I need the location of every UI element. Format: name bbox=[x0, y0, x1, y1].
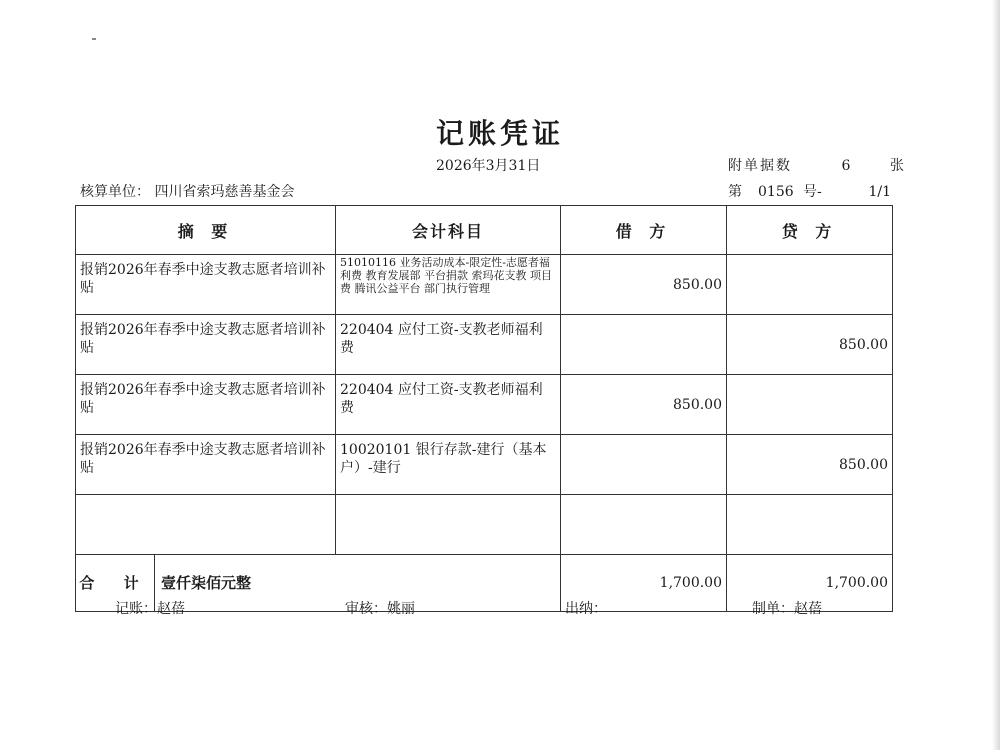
header-credit: 贷 方 bbox=[727, 206, 893, 255]
total-amount-words: 壹仟柒佰元整 bbox=[161, 574, 252, 592]
voucher-table bbox=[75, 205, 893, 612]
voucher-number: 0156 bbox=[758, 184, 794, 200]
table-row bbox=[76, 435, 893, 495]
preparer-label: 制单： bbox=[752, 601, 794, 617]
row-summary bbox=[76, 495, 336, 555]
total-label: 合 计 bbox=[76, 555, 155, 611]
row-credit bbox=[727, 375, 893, 435]
preparer-signature bbox=[752, 598, 822, 618]
total-credit: 1,700.00 bbox=[727, 555, 893, 612]
accounting-unit-name: 四川省索玛慈善基金会 bbox=[154, 184, 295, 200]
attachments-info bbox=[728, 155, 904, 175]
row-account: 51010116 业务活动成本-限定性-志愿者福利费 教育发展部 平台捐款 索玛花支教 项目费 腾讯公益平台 部门执行管理 bbox=[336, 255, 561, 315]
row-debit bbox=[561, 315, 727, 375]
row-summary: 报销2026年春季中途支教志愿者培训补贴 bbox=[76, 315, 336, 375]
row-debit bbox=[561, 435, 727, 495]
bookkeeper-label: 记账： bbox=[115, 601, 157, 617]
total-debit: 1,700.00 bbox=[561, 555, 727, 612]
cashier-label: 出纳： bbox=[565, 601, 607, 617]
row-account: 220404 应付工资-支教老师福利费 bbox=[336, 375, 561, 435]
voucher-title: 记账凭证 bbox=[435, 117, 564, 150]
header-account: 会计科目 bbox=[336, 206, 561, 255]
row-summary: 报销2026年春季中途支教志愿者培训补贴 bbox=[76, 255, 336, 315]
auditor-signature bbox=[345, 598, 415, 618]
preparer-name: 赵蓓 bbox=[794, 601, 822, 617]
bookkeeper-signature bbox=[115, 598, 185, 618]
header-debit: 借 方 bbox=[561, 206, 727, 255]
row-credit bbox=[727, 255, 893, 315]
cashier-signature bbox=[565, 598, 607, 618]
row-credit bbox=[727, 495, 893, 555]
row-debit bbox=[561, 495, 727, 555]
table-row bbox=[76, 375, 893, 435]
row-summary: 报销2026年春季中途支教志愿者培训补贴 bbox=[76, 435, 336, 495]
accounting-unit-label: 核算单位： bbox=[80, 184, 150, 200]
table-row-empty bbox=[76, 495, 893, 555]
row-summary: 报销2026年春季中途支教志愿者培训补贴 bbox=[76, 375, 336, 435]
row-credit: 850.00 bbox=[727, 315, 893, 375]
row-account: 10020101 银行存款-建行（基本户）-建行 bbox=[336, 435, 561, 495]
table-row bbox=[76, 315, 893, 375]
row-debit: 850.00 bbox=[561, 375, 727, 435]
row-debit: 850.00 bbox=[561, 255, 727, 315]
row-account: 220404 应付工资-支教老师福利费 bbox=[336, 315, 561, 375]
row-account bbox=[336, 495, 561, 555]
voucher-page: 1/1 bbox=[868, 184, 891, 200]
auditor-label: 审核： bbox=[345, 601, 387, 617]
table-header-row bbox=[76, 206, 893, 255]
attachments-count: 6 bbox=[841, 158, 851, 174]
voucher-prefix: 第 bbox=[728, 184, 742, 200]
table-row bbox=[76, 255, 893, 315]
auditor-name: 姚丽 bbox=[387, 601, 415, 617]
voucher-number-line bbox=[728, 181, 891, 201]
attachments-unit: 张 bbox=[890, 158, 904, 174]
accounting-unit bbox=[80, 181, 294, 201]
voucher-date: 2026年3月31日 bbox=[436, 158, 541, 174]
voucher-suffix: 号- bbox=[803, 184, 822, 200]
header-summary: 摘 要 bbox=[76, 206, 336, 255]
attachments-label: 附单据数 bbox=[728, 158, 792, 174]
bookkeeper-name: 赵蓓 bbox=[157, 601, 185, 617]
scan-speck bbox=[92, 38, 96, 40]
row-credit: 850.00 bbox=[727, 435, 893, 495]
